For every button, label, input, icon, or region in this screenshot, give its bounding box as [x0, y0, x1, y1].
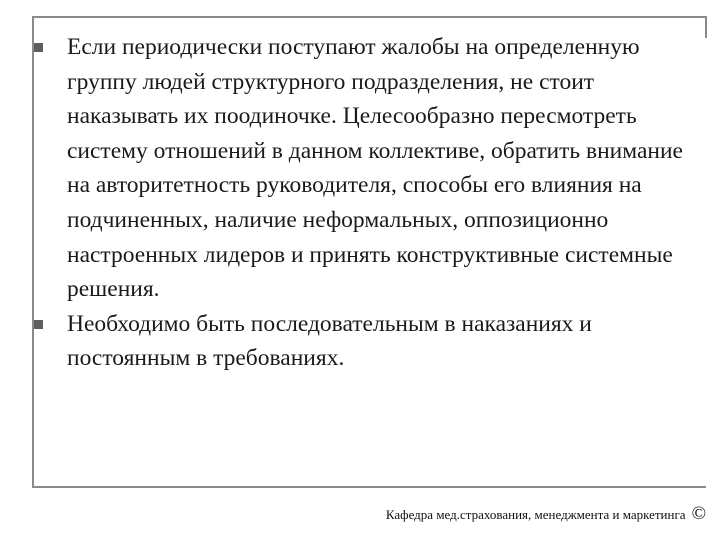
square-bullet-icon	[34, 320, 43, 329]
copyright-icon: ©	[691, 503, 706, 524]
footer-department-text: Кафедра мед.страхования, менеджмента и маркетинга	[385, 507, 686, 522]
square-bullet-icon	[34, 43, 43, 52]
bullet-list	[34, 30, 700, 376]
frame-right-tick	[705, 16, 707, 38]
frame-top-line	[32, 16, 706, 18]
footer	[386, 503, 706, 525]
bullet-text: Необходимо быть последовательным в наказаниях и постоянным в требованиях.	[67, 310, 592, 372]
bullet-item-consistency	[34, 307, 700, 376]
frame-bottom-line	[32, 486, 706, 488]
bullet-item-complaints	[34, 30, 700, 307]
bullet-text: Если периодически поступают жалобы на определенную группу людей структурного подразделения, не стоит наказывать их поодиночке. Целесообразно пересмотреть систему отношений в данном коллективе, обратить внимание на авторитетность руководителя, способы его влияния на подчиненных, наличие неформальных, оппозиционно настроенных лидеров и принять конструктивные системные решения.	[67, 34, 683, 303]
